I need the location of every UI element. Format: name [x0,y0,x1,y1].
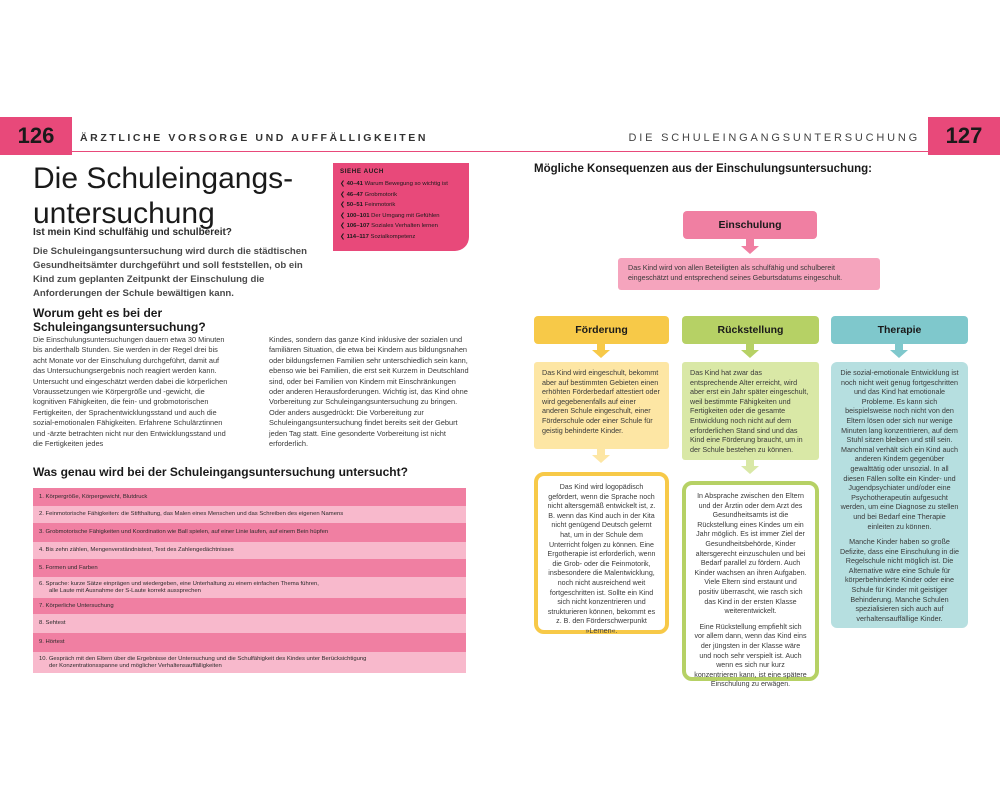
body-column-1: Die Einschulungsuntersuchungen dauern etwa 30 Minuten bis anderthalb Stunden. Sie werden in der Regel drei bis acht Monate vor der Einschulung durchgeführt, damit auf das Untersuchungsergebnis noch reagiert werden kann. Untersucht und eingeschätzt werden dabei die körperlichen Voraussetzungen wie Körpergröße und -gewicht, die kognitiven Fähigkeiten, die fein- und grobmotorischen Fertigkeiten, der Sprachentwicklungsstand und auch die sozial-emotionalen Fähigkeiten. Erfahrene Schulärztinnen und -ärzte betrachten nicht nur den Entwicklungsstand und die Fertigkeiten jedes [33,335,228,449]
foerderung-arrow-icon-2 [592,455,610,463]
rueckstellung-detail [682,481,819,689]
table-row: 1. Körpergröße, Körpergewicht, Blutdruck [33,488,466,506]
right-page [500,0,1000,800]
header-rule-right [500,151,928,152]
therapie-text-2: Manche Kinder haben so große Defizite, dass eine Einschulung in die Regelschule nicht möglich ist. Die Alternative wäre eine Schule für körperbehinderte Kinder oder eine Schule für Kinder mit geistiger Behinderung. Manche Schulen spezialisieren sich auch auf verhaltensauffällige Kinder. [839,537,960,623]
consequences-heading: Mögliche Konsequenzen aus der Einschulungsuntersuchung: [534,163,873,175]
left-header [0,117,500,155]
table-row: 9. Hörtest [33,633,466,652]
therapie-arrow-icon [890,350,908,358]
foerderung-text: Das Kind wird eingeschult, bekommt aber auf bestimmten Gebieten einen erhöhten Förderbedarf attestiert oder wird gegebenenfalls auf einer anderen Schule eingeschult, einer Förderschule oder einer Schule für geistig behinderte Kinder. [534,362,669,449]
table-row: 2. Feinmotorische Fähigkeiten: die Stifthaltung, das Malen eines Menschen und das Schreiben des eigenen Namens [33,506,466,523]
page-title [33,161,313,231]
einschulung-arrow-icon [741,246,759,254]
table-row: 5. Formen und Farben [33,559,466,577]
therapie-text-1: Die sozial-emotionale Entwicklung ist noch nicht weit genug fortgeschritten und das Kind hat emotionale Probleme. Es kann sich beispielsweise noch nicht von den Eltern lösen oder sich nur wenige Minuten lang konzentrieren, auf dem Stuhl sitzen bleiben und still sein. Manchmal verhält sich ein Kind auch anderen Kindern gegenüber gewalttätig oder unsozial. In all diesen Fällen sollte ein Kinder- und Jugendpsychiater und/oder eine Psychotherapeutin aufgesucht werden, um eine Diagnose zu stellen und bei Bedarf eine Therapie einleiten zu können. [840,368,959,531]
running-title-right: DIE SCHULEINGANGSUNTERSUCHUNG [628,132,920,144]
therapie-text [831,362,968,628]
examination-table [33,488,466,673]
title-line-1: Die Schuleingangs- [33,162,294,195]
foerderung-arrow-icon [592,350,610,358]
einschulung-label: Einschulung [683,211,817,239]
body-column-2: Kindes, sondern das ganze Kind inklusive der sozialen und familiären Situation, die etwa bei Kindern aus bildungsnahen oder bildungsfernen Familien sehr unterschiedlich sein kann, ebenso wie bei Familien, die erst seit Kurzem in Deutschland sind, oder bei Familien von Kindern mit Einschränkungen oder anderen Herausforderungen. Wichtig ist, das Kind ohne Vorbereitung zur Schuleingangsuntersuchung zu bringen. Oder anders ausgedrückt: Die Vorbereitung zur Schuleingangsuntersuchung findet bereits seit der Geburt jeden Tag statt. Eine gesonderte Vorbereitung ist nicht erforderlich. [269,335,469,449]
einschulung-arrow-stem [746,239,754,246]
see-also-item[interactable]: ❮ 114–117 Sozialkompetenz [340,233,416,240]
right-header [500,117,1000,155]
see-also-item[interactable]: ❮ 40–41 Warum Bewegung so wichtig ist [340,181,448,187]
page-number-right: 127 [928,117,1000,155]
table-row: 4. Bis zehn zählen, Mengenverständnistest, Test des Zahlengedächtnisses [33,542,466,559]
foerderung-label: Förderung [534,316,669,344]
intro-text: Die Schuleingangsuntersuchung wird durch die städtischen Gesundheitsämter durchgeführt und soll feststellen, ob ein Kind zum geplanten Zeitpunkt der Einschulung die Anforderungen der Schule bewältigen kann. [33,246,307,299]
subtitle: Ist mein Kind schulfähig und schulbereit? [33,227,232,238]
table-row: 10. Gespräch mit den Eltern über die Ergebnisse der Untersuchung und die Schulfähigkeit des Kindes unter Berücksichtigung der Konzentrationsspanne und möglicher Verhaltensauffälligkeiten [33,652,466,673]
running-title-left: ÄRZTLICHE VORSORGE UND AUFFÄLLIGKEITEN [80,132,429,144]
foerderung-detail: Das Kind wird logopädisch gefördert, wenn die Sprache noch nicht altersgemäß entwickelt ist, z. B. wenn das Kind auch in der Kita nicht genügend Deutsch gelernt hat, um in der Schule dem Unterricht folgen zu können. Eine Ergotherapie ist erforderlich, wenn die Grob- oder die Feinmotorik, insbesondere die Malentwicklung, noch nicht ausreichend weit fortgeschritten ist. Sollte ein Kind sich nicht konzentrieren und strukturieren können, bekommt es z. B. den Förderschwerpunkt »Lernen«. [534,472,669,634]
see-also-box [333,163,469,251]
see-also-item[interactable]: ❮ 50–51 Feinmotorik [340,202,396,209]
section-heading-worum: Worum geht es bei der Schuleingangsuntersuchung? [33,306,206,334]
see-also-item[interactable]: ❮ 106–107 Soziales Verhalten lernen [340,223,438,230]
rueckstellung-arrow-icon-2 [741,466,759,474]
table-row: 8. Sehtest [33,614,466,633]
therapie-label: Therapie [831,316,968,344]
einschulung-text: Das Kind wird von allen Beteiligten als schulfähig und schulbereit eingeschätzt und entsprechend seines Geburtsdatums eingeschult. [618,258,880,290]
rueckstellung-text: Das Kind hat zwar das entsprechende Alter erreicht, wird aber erst ein Jahr später eingeschult, weil bestimmte Fähigkeiten und Fertigkeiten oder die gesamte Entwicklung noch nicht auf dem erforderlichen Stand sind und das Kind eine Förderung braucht, um in der Schule bestehen zu können. [682,362,819,460]
rueckstellung-detail-2: Eine Rückstellung empfiehlt sich vor allem dann, wenn das Kind eins der jüngsten in der Klasse wäre und noch sehr verspielt ist. Auch wenn es sich nur kurz konzentrieren kann, ist eine spätere Einschulung zu erwägen. [694,622,807,689]
section-heading-untersucht: Was genau wird bei der Schuleingangsuntersuchung untersucht? [33,465,408,479]
rueckstellung-arrow-icon [741,350,759,358]
table-row: 6. Sprache: kurze Sätze einprägen und wiedergeben, eine Unterhaltung zu einem einfachen Thema führen, alle Laute mit Ausnahme der S-Laute korrekt aussprechen [33,577,466,598]
see-also-item[interactable]: ❮ 100–101 Der Umgang mit Gefühlen [340,212,440,219]
see-also-item[interactable]: ❮ 46–47 Grobmotorik [340,191,398,198]
rueckstellung-label: Rückstellung [682,316,819,344]
title-line-2: untersuchung [33,197,215,230]
header-rule-left [72,151,500,152]
page-number-left: 126 [0,117,72,155]
rueckstellung-detail-1: In Absprache zwischen den Eltern und der Ärztin oder dem Arzt des Gesundheitsamts ist die Rückstellung eines Kindes um ein Jahr möglich. Es ist immer Ziel der Gesundheitsbehörde, Kinder altersgerecht einzuschulen und bei Bedarf parallel zu fördern. Auch Kinder wachsen an ihren Aufgaben. Viele Eltern sind erstaunt und positiv überrascht, wie rasch sich das Kind in der ersten Klasse weiterentwickelt. [694,492,807,616]
table-row: 3. Grobmotorische Fähigkeiten und Koordination wie Ball spielen, auf einer Linie laufen, auf einem Bein hüpfen [33,523,466,542]
see-also-title: SIEHE AUCH [340,168,384,175]
table-row: 7. Körperliche Untersuchung [33,598,466,614]
